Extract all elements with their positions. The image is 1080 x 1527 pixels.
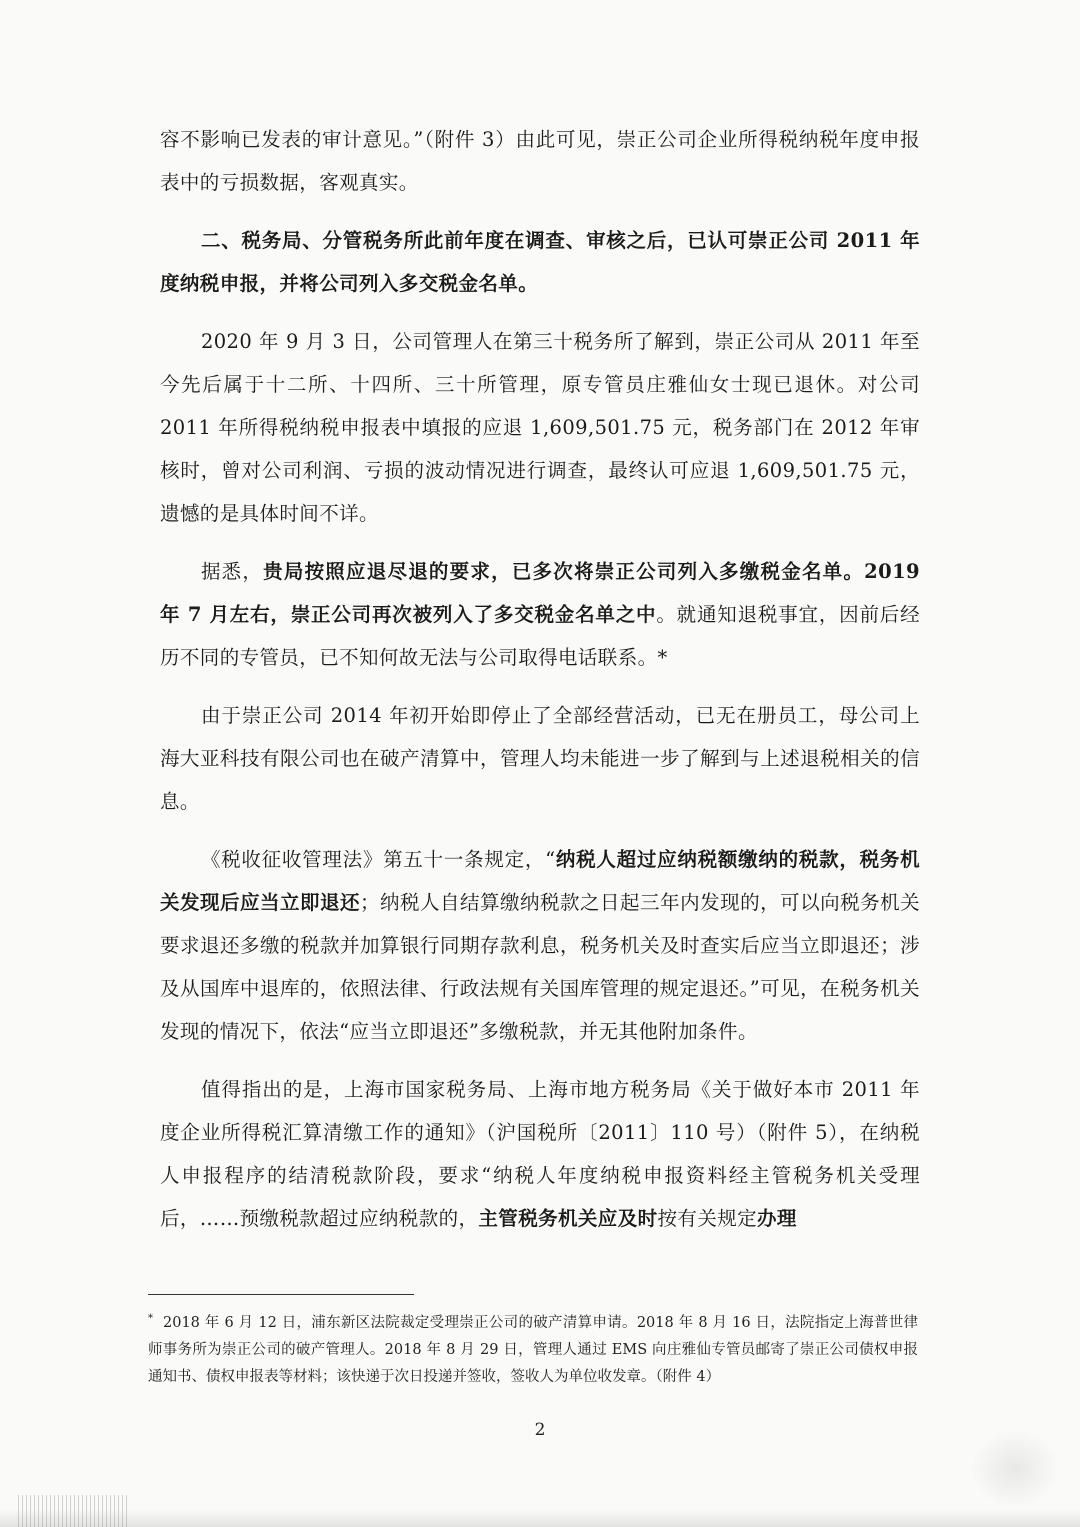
paragraph-7 [160, 1068, 920, 1240]
bold-run: 办理 [757, 1207, 797, 1230]
text-run: 。就通知退税事宜，因前后经历不同的专管员，已不知何故无法与公司取得电话联系。* [160, 603, 921, 669]
text-run: 据悉， [200, 560, 264, 583]
footnote-mark: * [148, 1313, 153, 1324]
text-run: 二、税务局、分管税务所此前年度在调查、审核之后，已认可崇正公司 2011 年度纳税申报，并将公司列入多交税金名单。 [160, 229, 920, 295]
paragraph-4 [160, 550, 920, 679]
text-run: 由于崇正公司 2014 年初开始即停止了全部经营活动，已无在册员工，母公司上海大亚科技有限公司也在破产清算中，管理人均未能进一步了解到与上述退税相关的信息。 [160, 704, 920, 813]
text-run: 《税收征收管理法》第五十一条规定，“ [200, 848, 556, 871]
footnote [148, 1305, 918, 1391]
text-run: 值得指出的是，上海市国家税务局、上海市地方税务局《关于做好本市 2011 年度企业所得税汇算清缴工作的通知》（沪国税所〔2011〕110 号）（附件 5），在纳税人申报程序的结清税款阶段，要求“纳税人年度纳税申报资料经主管税务机关受理后，……预缴税款超过应纳税款的， [160, 1078, 920, 1230]
paragraph-6 [160, 838, 920, 1053]
paragraph-1 [160, 118, 920, 204]
bold-run: 纳税人超过应纳税额缴纳的税款，税务机关发现后应当立即退还 [160, 848, 920, 914]
scan-edge-shadow [0, 1509, 1080, 1527]
text-run: 容不影响已发表的审计意见。”（附件 3）由此可见，崇正公司企业所得税纳税年度申报表中的亏损数据，客观真实。 [160, 128, 920, 194]
page-number: 2 [534, 1420, 546, 1440]
bold-run: 主管税务机关应及时 [478, 1207, 658, 1230]
scan-smudge [970, 1429, 1060, 1509]
footnote-divider [148, 1294, 414, 1295]
document-body [160, 118, 920, 1255]
text-run: 2020 年 9 月 3 日，公司管理人在第三十税务所了解到，崇正公司从 2011 年至今先后属于十二所、十四所、三十所管理，原专管员庄雅仙女士现已退休。对公司 2011 年所得税纳税申报表中填报的应退 1,609,501.75 元，税务部门在 2012 年审核时，曾对公司利润、亏损的波动情况进行调查，最终认可应退 1,609,501.75 元，遗憾的是具体时间不详。 [160, 330, 920, 525]
paragraph-3 [160, 320, 920, 535]
bold-run: 贵局按照应退尽退的要求，已多次将崇正公司列入多缴税金名单。2019 年 7 月左右，崇正公司再次被列入了多交税金名单之中 [160, 560, 921, 626]
text-run: 按有关规定 [657, 1207, 758, 1230]
section-heading [160, 219, 920, 305]
text-run: ；纳税人自结算缴纳税款之日起三年内发现的，可以向税务机关要求退还多缴的税款并加算银行同期存款利息，税务机关及时查实后应当立即退还；涉及从国库中退库的，依照法律、行政法规有关国库管理的规定退还。”可见，在税务机关发现的情况下，依法“应当立即退还”多缴税款，并无其他附加条件。 [160, 891, 920, 1043]
footnote-text: 2018 年 6 月 12 日，浦东新区法院裁定受理崇正公司的破产清算申请。2018 年 8 月 16 日，法院指定上海普世律师事务所为崇正公司的破产管理人。2018 年 8 月 29 日，管理人通过 EMS 向庄雅仙专管员邮寄了崇正公司债权申报通知书、债权申报表等材料；该快递于次日投递并签收，签收人为单位收发章。（附件 4） [148, 1314, 918, 1385]
scan-artifact [18, 1495, 128, 1527]
paragraph-5 [160, 694, 920, 823]
